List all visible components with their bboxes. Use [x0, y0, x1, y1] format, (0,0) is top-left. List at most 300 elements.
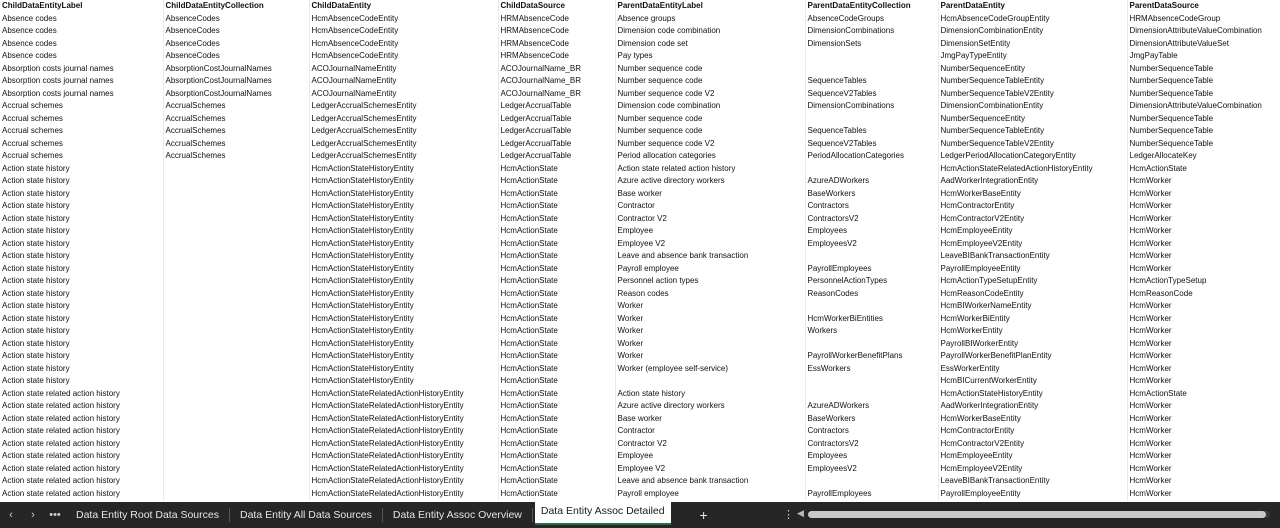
table-cell[interactable]: HcmActionStateRelatedActionHistoryEntity — [309, 425, 498, 438]
table-cell[interactable]: HcmActionState — [498, 350, 615, 363]
table-cell[interactable] — [805, 250, 938, 263]
table-cell[interactable]: HRMAbsenceCode — [498, 13, 615, 26]
table-cell[interactable]: HcmActionState — [498, 250, 615, 263]
table-cell[interactable]: Employees — [805, 450, 938, 463]
table-cell[interactable]: Action state history — [0, 263, 163, 276]
table-cell[interactable]: HcmActionState — [498, 425, 615, 438]
table-cell[interactable] — [805, 475, 938, 488]
table-cell[interactable]: BaseWorkers — [805, 188, 938, 201]
table-cell[interactable]: Absence codes — [0, 50, 163, 63]
table-cell[interactable]: Number sequence code — [615, 113, 805, 126]
table-cell[interactable]: HRMAbsenceCode — [498, 50, 615, 63]
table-cell[interactable]: Contractor — [615, 425, 805, 438]
table-cell[interactable]: HcmWorker — [1127, 200, 1280, 213]
table-cell[interactable]: Worker — [615, 313, 805, 326]
table-cell[interactable]: Action state history — [0, 163, 163, 176]
table-cell[interactable]: HcmActionState — [498, 363, 615, 376]
table-cell[interactable]: AbsenceCodes — [163, 38, 309, 51]
table-cell[interactable]: Azure active directory workers — [615, 400, 805, 413]
table-cell[interactable]: Accrual schemes — [0, 125, 163, 138]
table-cell[interactable]: DimensionAttributeValueCombination — [1127, 25, 1280, 38]
table-cell[interactable] — [163, 350, 309, 363]
table-cell[interactable] — [163, 325, 309, 338]
table-cell[interactable]: Number sequence code — [615, 75, 805, 88]
table-cell[interactable]: PayrollWorkerBenefitPlanEntity — [938, 350, 1127, 363]
table-cell[interactable]: NumberSequenceTable — [1127, 63, 1280, 76]
table-cell[interactable] — [163, 300, 309, 313]
table-cell[interactable] — [163, 238, 309, 251]
table-cell[interactable]: HcmActionStateHistoryEntity — [309, 313, 498, 326]
table-cell[interactable]: HcmActionState — [498, 375, 615, 388]
column-header[interactable]: ParentDataSource — [1127, 0, 1280, 13]
table-cell[interactable]: HcmWorker — [1127, 425, 1280, 438]
table-cell[interactable]: LedgerAccrualTable — [498, 138, 615, 151]
table-cell[interactable]: Period allocation categories — [615, 150, 805, 163]
table-cell[interactable]: Action state related action history — [0, 463, 163, 476]
table-cell[interactable]: HcmActionStateHistoryEntity — [309, 350, 498, 363]
table-cell[interactable]: Absence codes — [0, 25, 163, 38]
table-cell[interactable]: Employee — [615, 450, 805, 463]
table-cell[interactable]: HcmWorker — [1127, 488, 1280, 501]
table-cell[interactable]: AccrualSchemes — [163, 150, 309, 163]
table-cell[interactable]: EssWorkerEntity — [938, 363, 1127, 376]
table-cell[interactable]: HcmAbsenceCodeEntity — [309, 50, 498, 63]
table-cell[interactable]: HcmWorker — [1127, 213, 1280, 226]
table-cell[interactable]: Action state related action history — [0, 475, 163, 488]
table-cell[interactable]: LedgerAccrualTable — [498, 100, 615, 113]
table-cell[interactable]: HcmActionStateHistoryEntity — [309, 225, 498, 238]
table-cell[interactable]: Pay types — [615, 50, 805, 63]
table-cell[interactable]: Action state related action history — [615, 163, 805, 176]
sheet-tab-assoc-overview[interactable]: Data Entity Assoc Overview — [392, 509, 522, 521]
table-cell[interactable]: HcmWorker — [1127, 450, 1280, 463]
table-cell[interactable]: HcmActionState — [498, 438, 615, 451]
table-cell[interactable]: DimensionSets — [805, 38, 938, 51]
table-cell[interactable]: Dimension code combination — [615, 25, 805, 38]
table-cell[interactable]: NumberSequenceTableV2Entity — [938, 138, 1127, 151]
table-cell[interactable] — [163, 225, 309, 238]
table-cell[interactable]: HcmActionStateHistoryEntity — [309, 188, 498, 201]
table-cell[interactable]: HcmActionState — [498, 175, 615, 188]
table-cell[interactable]: HcmActionState — [498, 413, 615, 426]
table-cell[interactable]: HcmActionStateRelatedActionHistoryEntity — [309, 400, 498, 413]
table-cell[interactable]: HcmWorker — [1127, 263, 1280, 276]
table-cell[interactable]: AadWorkerIntegrationEntity — [938, 400, 1127, 413]
scroll-left-icon[interactable]: ◀ — [797, 508, 804, 518]
table-cell[interactable] — [163, 463, 309, 476]
table-cell[interactable]: Accrual schemes — [0, 150, 163, 163]
column-header[interactable]: ChildDataSource — [498, 0, 615, 13]
table-cell[interactable]: HcmActionStateHistoryEntity — [309, 363, 498, 376]
table-cell[interactable]: Employee V2 — [615, 238, 805, 251]
table-cell[interactable]: HcmEmployeeV2Entity — [938, 463, 1127, 476]
table-cell[interactable]: HcmWorker — [1127, 188, 1280, 201]
table-cell[interactable]: Absence codes — [0, 13, 163, 26]
table-cell[interactable]: PayrollEmployees — [805, 263, 938, 276]
table-cell[interactable]: PayrollBIWorkerEntity — [938, 338, 1127, 351]
table-cell[interactable]: LedgerAccrualTable — [498, 113, 615, 126]
table-cell[interactable]: LedgerAccrualSchemesEntity — [309, 125, 498, 138]
table-cell[interactable]: Absorption costs journal names — [0, 88, 163, 101]
table-cell[interactable]: HcmBICurrentWorkerEntity — [938, 375, 1127, 388]
table-cell[interactable] — [163, 313, 309, 326]
table-cell[interactable]: Number sequence code — [615, 63, 805, 76]
table-cell[interactable]: Dimension code set — [615, 38, 805, 51]
table-cell[interactable] — [805, 388, 938, 401]
table-cell[interactable]: Action state history — [0, 188, 163, 201]
table-cell[interactable]: Action state history — [0, 375, 163, 388]
table-cell[interactable]: NumberSequenceEntity — [938, 113, 1127, 126]
table-cell[interactable]: HcmActionState — [1127, 163, 1280, 176]
column-header[interactable]: ChildDataEntityLabel — [0, 0, 163, 13]
table-cell[interactable]: PayrollEmployeeEntity — [938, 263, 1127, 276]
column-header[interactable]: ParentDataEntityLabel — [615, 0, 805, 13]
table-cell[interactable]: EssWorkers — [805, 363, 938, 376]
table-cell[interactable]: HcmWorker — [1127, 250, 1280, 263]
table-cell[interactable] — [163, 400, 309, 413]
table-cell[interactable]: HcmWorkerBiEntity — [938, 313, 1127, 326]
table-cell[interactable]: BaseWorkers — [805, 413, 938, 426]
table-cell[interactable]: HcmWorker — [1127, 300, 1280, 313]
table-cell[interactable]: Employee — [615, 225, 805, 238]
table-cell[interactable]: HcmActionState — [498, 200, 615, 213]
table-cell[interactable]: Action state history — [0, 325, 163, 338]
table-cell[interactable]: Leave and absence bank transaction — [615, 250, 805, 263]
table-cell[interactable]: HcmActionState — [498, 263, 615, 276]
table-cell[interactable]: HcmWorker — [1127, 463, 1280, 476]
table-cell[interactable]: Contractor V2 — [615, 438, 805, 451]
table-cell[interactable] — [163, 425, 309, 438]
table-cell[interactable] — [805, 50, 938, 63]
table-cell[interactable]: HcmActionState — [498, 338, 615, 351]
table-cell[interactable]: Worker — [615, 338, 805, 351]
table-cell[interactable]: HcmActionStateHistoryEntity — [309, 325, 498, 338]
table-cell[interactable]: PeriodAllocationCategories — [805, 150, 938, 163]
table-cell[interactable]: HcmAbsenceCodeEntity — [309, 25, 498, 38]
table-cell[interactable]: AccrualSchemes — [163, 138, 309, 151]
sheet-tab-root-data-sources[interactable]: Data Entity Root Data Sources — [76, 509, 219, 521]
table-cell[interactable]: HcmWorker — [1127, 438, 1280, 451]
table-cell[interactable]: AadWorkerIntegrationEntity — [938, 175, 1127, 188]
table-cell[interactable]: AccrualSchemes — [163, 113, 309, 126]
table-cell[interactable]: HcmActionStateRelatedActionHistoryEntity — [309, 413, 498, 426]
table-cell[interactable]: HcmWorker — [1127, 238, 1280, 251]
table-cell[interactable]: ACOJournalName_BR — [498, 63, 615, 76]
table-cell[interactable]: HcmActionStateHistoryEntity — [309, 275, 498, 288]
table-cell[interactable] — [163, 263, 309, 276]
table-cell[interactable]: LedgerPeriodAllocationCategoryEntity — [938, 150, 1127, 163]
table-cell[interactable] — [163, 375, 309, 388]
table-cell[interactable]: HcmActionStateHistoryEntity — [309, 238, 498, 251]
table-cell[interactable]: Worker — [615, 325, 805, 338]
chevron-right-icon[interactable]: › — [31, 509, 35, 521]
table-cell[interactable]: Absence codes — [0, 38, 163, 51]
table-cell[interactable]: Leave and absence bank transaction — [615, 475, 805, 488]
table-cell[interactable]: HcmWorker — [1127, 225, 1280, 238]
table-cell[interactable]: Accrual schemes — [0, 113, 163, 126]
table-cell[interactable]: HcmBIWorkerNameEntity — [938, 300, 1127, 313]
table-cell[interactable]: HRMAbsenceCode — [498, 25, 615, 38]
table-cell[interactable]: PayrollEmployeeEntity — [938, 488, 1127, 501]
table-cell[interactable]: HcmWorkerEntity — [938, 325, 1127, 338]
table-cell[interactable]: ReasonCodes — [805, 288, 938, 301]
table-cell[interactable]: Action state history — [0, 338, 163, 351]
table-cell[interactable]: NumberSequenceTableV2Entity — [938, 88, 1127, 101]
table-cell[interactable]: HcmEmployeeV2Entity — [938, 238, 1127, 251]
table-cell[interactable]: Action state history — [0, 200, 163, 213]
table-cell[interactable]: Action state history — [0, 300, 163, 313]
table-cell[interactable]: Action state history — [615, 388, 805, 401]
table-cell[interactable]: Contractor — [615, 200, 805, 213]
table-cell[interactable]: HcmActionState — [498, 238, 615, 251]
table-cell[interactable]: HcmActionState — [498, 313, 615, 326]
table-cell[interactable]: Base worker — [615, 413, 805, 426]
table-cell[interactable]: Action state history — [0, 238, 163, 251]
table-cell[interactable]: ACOJournalName_BR — [498, 88, 615, 101]
table-cell[interactable]: ContractorsV2 — [805, 213, 938, 226]
table-cell[interactable]: ACOJournalName_BR — [498, 75, 615, 88]
table-cell[interactable]: NumberSequenceTableEntity — [938, 75, 1127, 88]
table-cell[interactable]: Absorption costs journal names — [0, 63, 163, 76]
table-cell[interactable]: HcmActionStateRelatedActionHistoryEntity — [938, 163, 1127, 176]
table-cell[interactable]: Action state related action history — [0, 425, 163, 438]
table-cell[interactable]: HcmActionStateHistoryEntity — [309, 175, 498, 188]
table-cell[interactable]: EmployeesV2 — [805, 463, 938, 476]
table-cell[interactable] — [615, 375, 805, 388]
table-cell[interactable]: HcmEmployeeEntity — [938, 225, 1127, 238]
table-cell[interactable]: LedgerAccrualSchemesEntity — [309, 150, 498, 163]
table-cell[interactable]: NumberSequenceTable — [1127, 138, 1280, 151]
table-cell[interactable]: HcmWorkerBiEntities — [805, 313, 938, 326]
table-cell[interactable]: HcmAbsenceCodeGroupEntity — [938, 13, 1127, 26]
table-cell[interactable]: HcmWorker — [1127, 325, 1280, 338]
table-cell[interactable]: Payroll employee — [615, 488, 805, 501]
table-cell[interactable]: Absence groups — [615, 13, 805, 26]
table-cell[interactable]: LeaveBIBankTransactionEntity — [938, 475, 1127, 488]
table-cell[interactable]: Action state history — [0, 363, 163, 376]
table-cell[interactable]: HcmWorker — [1127, 313, 1280, 326]
table-cell[interactable]: Absorption costs journal names — [0, 75, 163, 88]
table-cell[interactable] — [163, 338, 309, 351]
table-cell[interactable]: Action state history — [0, 175, 163, 188]
table-cell[interactable]: Action state history — [0, 225, 163, 238]
table-cell[interactable]: HcmWorker — [1127, 475, 1280, 488]
table-cell[interactable]: HcmWorker — [1127, 400, 1280, 413]
table-cell[interactable] — [805, 63, 938, 76]
table-cell[interactable]: Payroll employee — [615, 263, 805, 276]
table-cell[interactable]: HcmActionStateHistoryEntity — [309, 163, 498, 176]
scrollbar-thumb[interactable] — [808, 511, 1266, 518]
table-cell[interactable]: HcmActionStateRelatedActionHistoryEntity — [309, 488, 498, 501]
table-cell[interactable]: HcmActionTypeSetup — [1127, 275, 1280, 288]
table-cell[interactable]: HcmActionState — [498, 325, 615, 338]
table-cell[interactable]: HcmAbsenceCodeEntity — [309, 38, 498, 51]
table-cell[interactable]: HcmWorker — [1127, 338, 1280, 351]
table-cell[interactable]: HcmActionState — [498, 450, 615, 463]
table-cell[interactable]: PersonnelActionTypes — [805, 275, 938, 288]
table-cell[interactable]: SequenceV2Tables — [805, 138, 938, 151]
table-cell[interactable] — [163, 488, 309, 501]
table-cell[interactable]: HcmActionState — [498, 163, 615, 176]
table-cell[interactable]: LeaveBIBankTransactionEntity — [938, 250, 1127, 263]
more-sheets-button[interactable]: ••• — [49, 509, 61, 521]
table-cell[interactable]: HcmActionStateRelatedActionHistoryEntity — [309, 450, 498, 463]
table-cell[interactable]: LedgerAccrualTable — [498, 150, 615, 163]
table-cell[interactable]: HcmActionStateRelatedActionHistoryEntity — [309, 475, 498, 488]
table-cell[interactable]: Worker (employee self-service) — [615, 363, 805, 376]
table-cell[interactable]: HcmContractorEntity — [938, 425, 1127, 438]
table-cell[interactable]: NumberSequenceTable — [1127, 125, 1280, 138]
table-cell[interactable]: Worker — [615, 350, 805, 363]
table-cell[interactable]: Action state history — [0, 213, 163, 226]
table-cell[interactable]: Base worker — [615, 188, 805, 201]
table-cell[interactable]: HcmContractorEntity — [938, 200, 1127, 213]
table-cell[interactable]: HcmActionStateHistoryEntity — [309, 288, 498, 301]
table-cell[interactable]: LedgerAccrualSchemesEntity — [309, 138, 498, 151]
table-cell[interactable] — [805, 375, 938, 388]
table-cell[interactable]: AbsenceCodes — [163, 13, 309, 26]
table-cell[interactable]: HcmActionState — [498, 225, 615, 238]
table-cell[interactable]: Azure active directory workers — [615, 175, 805, 188]
table-cell[interactable]: NumberSequenceTable — [1127, 75, 1280, 88]
table-cell[interactable]: AccrualSchemes — [163, 125, 309, 138]
table-cell[interactable]: Action state related action history — [0, 450, 163, 463]
table-cell[interactable]: HcmWorker — [1127, 413, 1280, 426]
horizontal-scrollbar[interactable] — [808, 511, 1270, 518]
table-cell[interactable]: HcmActionStateHistoryEntity — [309, 263, 498, 276]
table-cell[interactable]: HcmActionStateHistoryEntity — [309, 250, 498, 263]
table-cell[interactable]: HcmActionStateRelatedActionHistoryEntity — [309, 463, 498, 476]
table-cell[interactable]: Contractors — [805, 425, 938, 438]
table-cell[interactable]: Dimension code combination — [615, 100, 805, 113]
table-cell[interactable]: AbsenceCodes — [163, 50, 309, 63]
table-cell[interactable]: HcmActionStateRelatedActionHistoryEntity — [309, 438, 498, 451]
table-cell[interactable]: AccrualSchemes — [163, 100, 309, 113]
table-cell[interactable]: HcmActionStateHistoryEntity — [309, 375, 498, 388]
table-cell[interactable]: Action state related action history — [0, 413, 163, 426]
table-cell[interactable]: HcmActionTypeSetupEntity — [938, 275, 1127, 288]
table-cell[interactable]: DimensionCombinations — [805, 25, 938, 38]
table-cell[interactable]: DimensionCombinationEntity — [938, 100, 1127, 113]
table-cell[interactable]: HRMAbsenceCode — [498, 38, 615, 51]
table-cell[interactable]: HcmWorker — [1127, 363, 1280, 376]
table-cell[interactable]: SequenceTables — [805, 75, 938, 88]
table-cell[interactable] — [163, 288, 309, 301]
table-cell[interactable]: Action state history — [0, 313, 163, 326]
table-cell[interactable]: JmgPayTypeEntity — [938, 50, 1127, 63]
table-cell[interactable]: HcmActionState — [498, 400, 615, 413]
table-cell[interactable]: HcmWorkerBaseEntity — [938, 413, 1127, 426]
table-cell[interactable] — [805, 338, 938, 351]
table-cell[interactable]: HcmContractorV2Entity — [938, 213, 1127, 226]
table-cell[interactable] — [163, 438, 309, 451]
table-cell[interactable]: LedgerAccrualSchemesEntity — [309, 100, 498, 113]
table-cell[interactable]: PayrollEmployees — [805, 488, 938, 501]
table-cell[interactable]: HcmWorker — [1127, 375, 1280, 388]
table-cell[interactable]: HcmActionStateHistoryEntity — [309, 300, 498, 313]
table-cell[interactable]: AbsorptionCostJournalNames — [163, 75, 309, 88]
table-cell[interactable]: HcmActionStateHistoryEntity — [309, 200, 498, 213]
table-cell[interactable]: Contractors — [805, 200, 938, 213]
table-cell[interactable]: HcmActionState — [498, 488, 615, 501]
table-cell[interactable]: AbsorptionCostJournalNames — [163, 63, 309, 76]
table-cell[interactable]: HcmActionState — [498, 463, 615, 476]
table-cell[interactable]: HcmActionStateRelatedActionHistoryEntity — [309, 388, 498, 401]
table-cell[interactable]: NumberSequenceTableEntity — [938, 125, 1127, 138]
table-cell[interactable]: HcmReasonCode — [1127, 288, 1280, 301]
table-cell[interactable]: AzureADWorkers — [805, 400, 938, 413]
table-cell[interactable]: ACOJournalNameEntity — [309, 88, 498, 101]
table-cell[interactable]: Action state related action history — [0, 488, 163, 501]
table-cell[interactable]: HcmContractorV2Entity — [938, 438, 1127, 451]
table-cell[interactable]: Employees — [805, 225, 938, 238]
table-cell[interactable]: Worker — [615, 300, 805, 313]
sheet-tab-all-data-sources[interactable]: Data Entity All Data Sources — [240, 509, 372, 521]
table-cell[interactable]: Contractor V2 — [615, 213, 805, 226]
chevron-left-icon[interactable]: ‹ — [9, 509, 13, 521]
table-cell[interactable] — [805, 163, 938, 176]
table-cell[interactable]: HcmWorker — [1127, 175, 1280, 188]
table-cell[interactable]: Action state history — [0, 350, 163, 363]
table-cell[interactable] — [163, 200, 309, 213]
table-cell[interactable] — [163, 163, 309, 176]
table-cell[interactable]: Number sequence code V2 — [615, 138, 805, 151]
table-cell[interactable]: HcmActionState — [498, 213, 615, 226]
table-cell[interactable]: Accrual schemes — [0, 138, 163, 151]
table-cell[interactable]: NumberSequenceEntity — [938, 63, 1127, 76]
table-cell[interactable]: HcmActionState — [498, 188, 615, 201]
table-cell[interactable]: HcmActionState — [498, 388, 615, 401]
table-cell[interactable]: Workers — [805, 325, 938, 338]
table-cell[interactable] — [163, 413, 309, 426]
table-cell[interactable]: SequenceV2Tables — [805, 88, 938, 101]
table-cell[interactable] — [163, 275, 309, 288]
table-cell[interactable] — [163, 363, 309, 376]
table-cell[interactable]: Action state history — [0, 288, 163, 301]
table-cell[interactable] — [805, 300, 938, 313]
table-cell[interactable]: Action state related action history — [0, 400, 163, 413]
column-header[interactable]: ChildDataEntity — [309, 0, 498, 13]
table-cell[interactable]: Number sequence code V2 — [615, 88, 805, 101]
table-cell[interactable]: PayrollWorkerBenefitPlans — [805, 350, 938, 363]
sheet-tab-assoc-detailed[interactable]: Data Entity Assoc Detailed — [535, 501, 671, 525]
table-cell[interactable]: DimensionCombinations — [805, 100, 938, 113]
table-cell[interactable]: EmployeesV2 — [805, 238, 938, 251]
table-cell[interactable]: HcmActionStateHistoryEntity — [938, 388, 1127, 401]
table-cell[interactable]: HcmActionStateHistoryEntity — [309, 213, 498, 226]
table-cell[interactable]: DimensionSetEntity — [938, 38, 1127, 51]
table-cell[interactable]: DimensionAttributeValueSet — [1127, 38, 1280, 51]
table-cell[interactable]: LedgerAccrualSchemesEntity — [309, 113, 498, 126]
table-cell[interactable]: LedgerAllocateKey — [1127, 150, 1280, 163]
table-cell[interactable]: HcmActionState — [498, 475, 615, 488]
table-cell[interactable]: Reason codes — [615, 288, 805, 301]
table-cell[interactable]: JmgPayTable — [1127, 50, 1280, 63]
table-cell[interactable]: Action state history — [0, 250, 163, 263]
table-cell[interactable]: HcmActionState — [1127, 388, 1280, 401]
table-cell[interactable]: HcmReasonCodeEntity — [938, 288, 1127, 301]
column-header[interactable]: ParentDataEntity — [938, 0, 1127, 13]
table-cell[interactable]: LedgerAccrualTable — [498, 125, 615, 138]
table-cell[interactable] — [163, 213, 309, 226]
table-cell[interactable]: DimensionCombinationEntity — [938, 25, 1127, 38]
table-cell[interactable]: HcmActionState — [498, 300, 615, 313]
table-cell[interactable] — [163, 250, 309, 263]
table-cell[interactable]: Number sequence code — [615, 125, 805, 138]
table-cell[interactable]: Action state related action history — [0, 438, 163, 451]
table-cell[interactable]: Employee V2 — [615, 463, 805, 476]
table-cell[interactable]: AbsenceCodeGroups — [805, 13, 938, 26]
